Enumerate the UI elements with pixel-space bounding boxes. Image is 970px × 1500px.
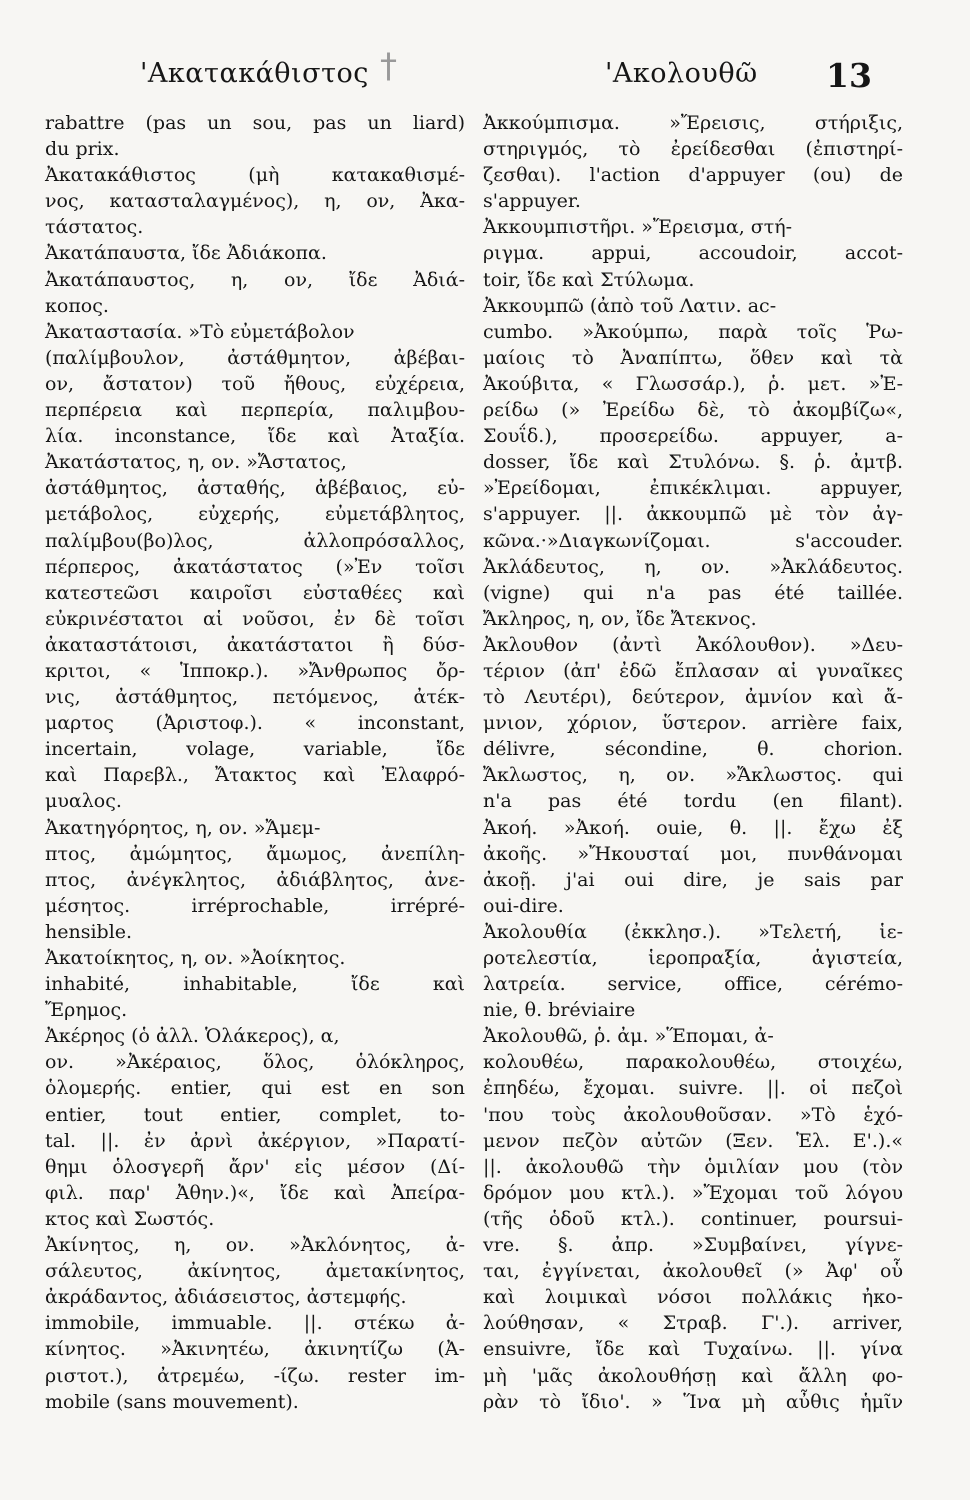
text-line: cumbo. »Ἀκούμπω, παρὰ τοῖς Ῥω- [483, 320, 903, 343]
text-line: entier, tout entier, complet, to- [45, 1103, 465, 1126]
text-line: μαρτος (Ἀριστοφ.). « inconstant, [45, 712, 465, 735]
text-line: ensuivre, ἴδε καὶ Τυχαίνω. ||. γίνα [483, 1338, 903, 1361]
text-line: ροτελεστία, ἱεροπραξία, ἁγιστεία, [483, 947, 903, 969]
text-line: Ἀκούβιτα, « Γλωσσάρ.), ῥ. μετ. »Ἐ- [483, 372, 903, 395]
text-line: Ἄκληρος, η, ον, ἴδε Ἄτεκνος. [483, 607, 757, 630]
text-line: ἐπηδέω, ἔχομαι. suivre. ||. οἱ πεζοὶ [483, 1077, 903, 1100]
text-line: ται, ἐγγίνεται, ἀκολουθεῖ (» Ἀφ' οὗ [483, 1260, 903, 1283]
right-running-head: 'Ακολουθῶ [605, 58, 758, 89]
text-line: ριστοτ.), ἀτρεμέω, -ίζω. rester im- [45, 1364, 465, 1387]
text-line: mobile (sans mouvement). [45, 1390, 299, 1413]
text-line: δρόμον μου κτλ.). »Ἔχομαι τοῦ λόγου [483, 1181, 903, 1204]
text-line: ον, ἄστατον) τοῦ ἤθους, εὐχέρεια, [45, 372, 465, 395]
text-line: Ἄκλωστος, η, ον. »Ἄκλωστος. qui [483, 764, 903, 787]
text-line: Ἀκκουμπιστῆρι. »Ἔρεισμα, στή- [483, 216, 793, 239]
text-line: Ἀκολουθῶ, ῥ. ἀμ. »Ἕπομαι, ἀ- [483, 1025, 774, 1048]
text-line: κατεστεῶσι καιροῖσι εὐσταθέες καὶ [45, 581, 465, 604]
text-line: μαίοις τὸ Ἀναπίπτω, ὅθεν καὶ τὰ [483, 346, 903, 369]
text-line: Σουΐδ.), προσερείδω. appuyer, a- [483, 425, 903, 448]
text-line: καὶ λοιμικαὶ νόσοι πολλάκις ἠκο- [483, 1286, 903, 1309]
text-line: ἀκοῇ. j'ai oui dire, je sais par [483, 868, 903, 891]
text-line: μυαλος. [45, 790, 122, 813]
text-line: πτος, ἀνέγκλητος, ἀδιάβλητος, ἀνε- [45, 868, 465, 891]
text-line: dosser, ἴδε καὶ Στυλόνω. §. ῥ. ἀμτβ. [483, 451, 903, 474]
text-line: λία. inconstance, ἴδε καὶ Ἀταξία. [45, 425, 465, 448]
text-line: Ἀκαταστασία. »Τὸ εὐμετάβολον [45, 320, 355, 343]
text-line: s'appuyer. ||. ἀκκουμπῶ μὲ τὸν ἀγ- [483, 503, 903, 526]
text-line: Ἀκολουθία (ἐκκλησ.). »Τελετή, ἱε- [483, 920, 903, 943]
text-line: ἀκοῆς. »Ἤκουσταί μοι, πυνθάνομαι [483, 842, 903, 865]
text-line: τάστατος. [45, 216, 144, 239]
text-line: Ἀκίνητος, η, ον. »Ἀκλόνητος, ἀ- [45, 1234, 465, 1257]
text-line: εὐκρινέστατοι αἱ νοῦσοι, ἐν δὲ τοῖσι [45, 607, 465, 630]
text-line: Ἀκατοίκητος, η, ον. »Ἀοίκητος. [45, 947, 346, 969]
text-line: Ἀκατάπαυστος, η, ον, ἴδε Ἀδιά- [45, 268, 465, 291]
text-line: ρὰν τὸ ἴδιο'. » Ἵνα μὴ αὖθις ἡμῖν [483, 1390, 903, 1413]
text-line: (παλίμβουλον, ἀστάθμητον, ἀβέβαι- [45, 346, 465, 369]
text-line: Ἀκοή. »Ἀκοή. ouie, θ. ||. ἔχω ἐξ [483, 816, 903, 839]
text-line: περπέρεια καὶ περπερία, παλιμβου- [45, 399, 465, 422]
text-line: Ἀκατηγόρητος, η, ον. »Ἄμεμ- [45, 816, 321, 839]
text-line: κοπος. [45, 294, 109, 317]
left-running-head: 'Ακατακάθιστος [140, 58, 369, 89]
text-line: λατρεία. service, office, cérémo- [483, 973, 903, 996]
text-line: νις, ἀστάθμητος, πετόμενος, ἀτέκ- [45, 686, 465, 709]
text-line: θημι ὁλοσγερῆ ἄρν' εἰς μέσον (Δί- [45, 1155, 465, 1178]
text-line: ρείδω (» Ἐρείδω δὲ, τὸ ἀκομβίζω«, [483, 399, 903, 422]
text-line: délivre, sécondine, θ. chorion. [483, 738, 903, 761]
text-line: στηριγμός, τὸ ἐρείδεσθαι (ἐπιστηρί- [483, 138, 903, 161]
page-number: 13 [826, 56, 872, 95]
text-line: νος, κατασταλαγμένος), η, ον, Ἀκα- [45, 190, 465, 213]
text-line: κτος καὶ Σωστός. [45, 1207, 215, 1230]
text-line: ἀκράδαντος, ἀδιάσειστος, ἀστεμφής. [45, 1286, 407, 1309]
text-line: κολουθέω, παρακολουθέω, στοιχέω, [483, 1051, 903, 1074]
text-line: oui-dire. [483, 894, 564, 917]
text-line: tal. ||. ἐν ἀρνὶ ἀκέργιον, »Παρατί- [45, 1129, 465, 1152]
text-line: vre. §. ἀπρ. »Συμβαίνει, γίγνε- [483, 1234, 903, 1257]
text-line: ζεσθαι). l'action d'appuyer (ou) de [483, 164, 903, 187]
text-line: μετάβολος, εὐχερής, εὐμετάβλητος, [45, 503, 465, 526]
text-line: nie, θ. bréviaire [483, 999, 636, 1022]
left-text-column [45, 110, 465, 1415]
text-line: n'a pas été tordu (en filant). [483, 790, 903, 813]
text-line: σάλευτος, ἀκίνητος, ἀμετακίνητος, [45, 1260, 465, 1283]
text-line: inhabité, inhabitable, ἴδε καὶ [45, 973, 465, 996]
text-line: κῶνα.·»Διαγκωνίζομαι. s'accouder. [483, 529, 903, 552]
text-line: incertain, volage, variable, ἴδε [45, 738, 465, 761]
text-line: μὴ 'μᾶς ἀκολουθήσῃ καὶ ἄλλη φο- [483, 1364, 903, 1387]
text-line: Ἀκατάπαυστα, ἴδε Ἀδιάκοπα. [45, 242, 327, 265]
text-line: μέσητος. irréprochable, irrépré- [45, 894, 465, 917]
text-line: hensible. [45, 920, 133, 943]
text-line: Ἀκλουθον (ἀντὶ Ἀκόλουθον). »Δευ- [483, 633, 903, 656]
text-line: Ἀκλάδευτος, η, ον. »Ἀκλάδευτος. [483, 555, 903, 578]
text-line: πτος, ἀμώμητος, ἄμωμος, ἀνεπίλη- [45, 842, 465, 865]
text-line: (τῆς ὁδοῦ κτλ.). continuer, poursui- [483, 1207, 903, 1230]
text-line: Ἀκκούμπισμα. »Ἔρεισις, στήριξις, [483, 112, 903, 134]
text-line: κίνητος. »Ἀκινητέω, ἀκινητίζω (Ἀ- [45, 1338, 465, 1361]
text-line: Ἀκκουμπῶ (ἀπὸ τοῦ Λατιν. ac- [483, 294, 777, 317]
text-line: s'appuyer. [483, 190, 581, 213]
text-line: καὶ Παρεβλ., Ἄτακτος καὶ Ἐλαφρό- [45, 764, 465, 787]
text-line: Ἔρημος. [45, 999, 128, 1022]
text-line: Ἀκέρηος (ὁ ἀλλ. Ὁλάκερος), α, [45, 1025, 340, 1048]
text-line: μενον πεζὸν αὐτῶν (Ξεν. Ἑλ. Ε'.).« [483, 1129, 903, 1152]
text-line: ριγμα. appui, accoudoir, accot- [483, 242, 903, 265]
text-line: πέρπερος, ἀκατάστατος (»Ἐν τοῖσι [45, 555, 465, 578]
text-line: »Ἐρείδομαι, ἐπικέκλιμαι. appuyer, [483, 477, 903, 500]
text-line: τὸ Λευτέρι), δεύτερον, ἀμνίον καὶ ἄ- [483, 686, 903, 709]
text-line: ὁλομερής. entier, qui est en son [45, 1077, 465, 1100]
text-line: λούθησαν, « Στραβ. Γ'.). arriver, [483, 1312, 903, 1335]
text-line: ἀστάθμητος, ἀσταθής, ἀβέβαιος, εὐ- [45, 477, 465, 500]
text-line: παλίμβου(βο)λος, ἀλλοπρόσαλλος, [45, 529, 465, 552]
text-line: Ἀκατακάθιστος (μὴ κατακαθισμέ- [45, 164, 465, 187]
text-line: κριτοι, « Ἱπποκρ.). »Ἄνθρωπος ὄρ- [45, 659, 465, 682]
text-line: τέριον (ἀπ' ἐδῶ ἔπλασαν αἱ γυναῖκες [483, 659, 903, 682]
right-text-column [483, 110, 903, 1415]
text-line: du prix. [45, 138, 120, 161]
text-line: (vigne) qui n'a pas été taillée. [483, 581, 903, 604]
text-line: ||. ἀκολουθῶ τὴν ὁμιλίαν μου (τὸν [483, 1155, 903, 1178]
text-line: toir, ἴδε καὶ Στύλωμα. [483, 268, 695, 291]
text-line: μνιον, χόριον, ὕστερον. arrière faix, [483, 712, 903, 735]
text-line: Ἀκατάστατος, η, ον. »Ἄστατος, [45, 451, 347, 474]
text-line: ἀκαταστάτοισι, ἀκατάστατοι ἢ δύσ- [45, 633, 465, 656]
plus-mark-icon: † [380, 46, 397, 86]
page-header [0, 46, 970, 102]
text-line: 'που τοὺς ἀκολουθοῦσαν. »Τὸ ἑχό- [483, 1103, 903, 1126]
text-line: rabattre (pas un sou, pas un liard) [45, 112, 465, 134]
text-line: immobile, immuable. ||. στέκω ἀ- [45, 1312, 465, 1335]
text-line: φιλ. παρ' Ἀθην.)«, ἴδε καὶ Ἀπείρα- [45, 1181, 465, 1204]
text-line: ον. »Ἀκέραιος, ὅλος, ὁλόκληρος, [45, 1051, 465, 1074]
